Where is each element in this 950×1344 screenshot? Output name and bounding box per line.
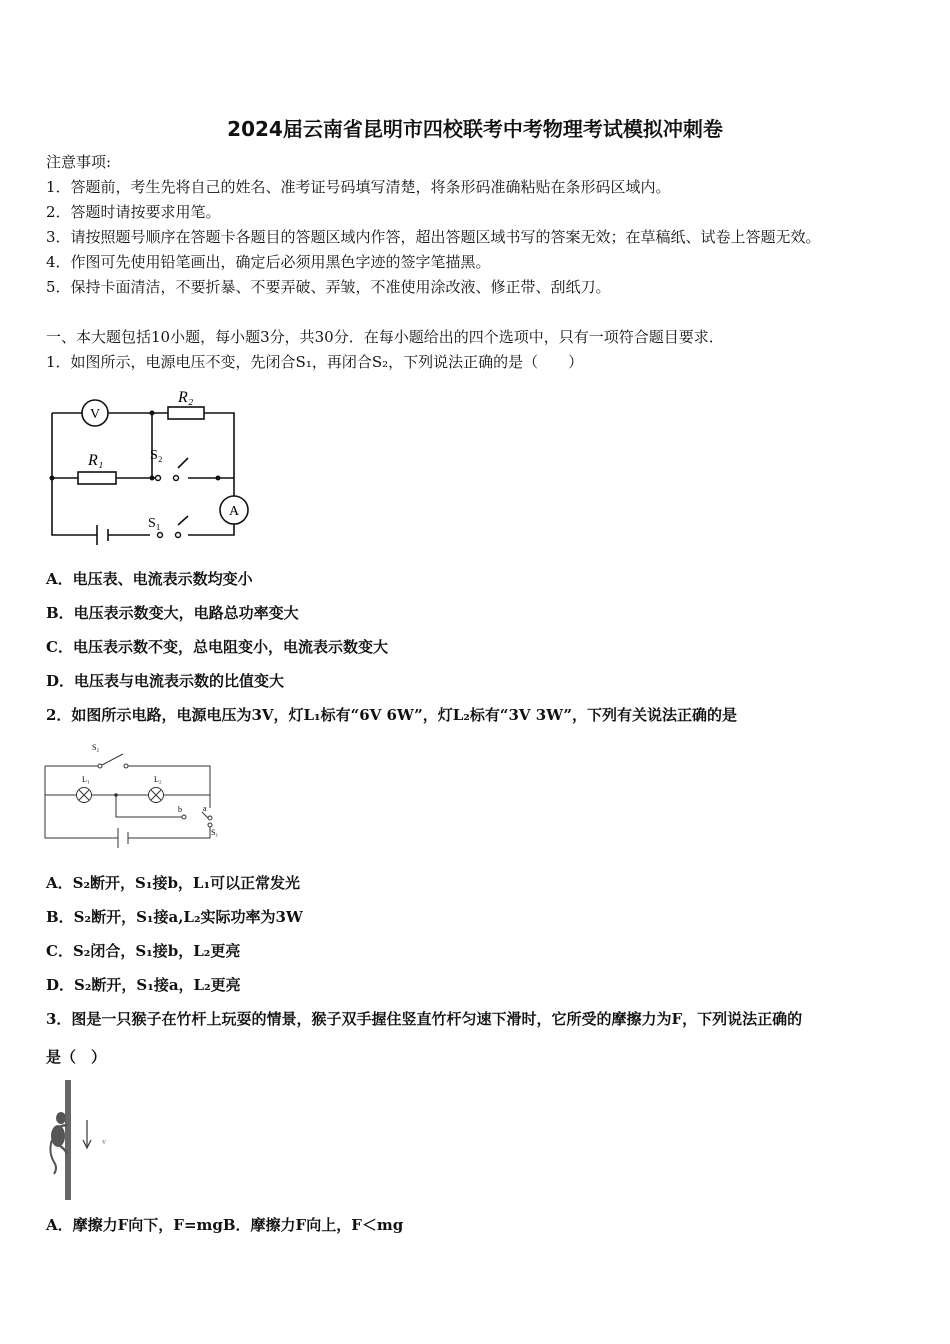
svg-text:S₁: S₁ <box>148 516 161 531</box>
svg-text:L₁: L₁ <box>82 775 90 784</box>
notice-heading: 注意事项: <box>46 153 112 171</box>
q3-options: A．摩擦力F向下，F=mgB．摩擦力F向上，F＜mg <box>46 1216 404 1234</box>
notice-item-1: 1．答题前，考生先将自己的姓名、准考证号码填写清楚，将条形码准确粘贴在条形码区域内。 <box>46 178 671 196</box>
q2-circuit-diagram <box>40 738 230 858</box>
svg-text:a: a <box>203 804 207 813</box>
notice-item-5: 5．保持卡面清洁，不要折暴、不要弄破、弄皱，不准使用涂改液、修正带、刮纸刀。 <box>46 278 611 296</box>
svg-text:R₁: R₁ <box>88 452 104 469</box>
section-heading: 一、本大题包括10小题，每小题3分，共30分．在每小题给出的四个选项中，只有一项符合题目要求． <box>46 328 724 346</box>
q1-option-d: D．电压表与电流表示数的比值变大 <box>46 672 285 690</box>
svg-text:v: v <box>102 1137 106 1146</box>
q2-option-a: A．S₂断开，S₁接b，L₁可以正常发光 <box>46 874 301 892</box>
page-title: 2024届云南省昆明市四校联考中考物理考试模拟冲刺卷 <box>227 117 723 141</box>
svg-text:R₂: R₂ <box>178 389 194 406</box>
notice-item-3: 3．请按照题号顺序在答题卡各题目的答题区域内作答，超出答题区域书写的答案无效；在草稿纸、试卷上答题无效。 <box>46 228 821 246</box>
svg-text:V: V <box>89 407 101 422</box>
notice-item-2: 2．答题时请按要求用笔。 <box>46 203 221 221</box>
notice-item-4: 4．作图可先使用铅笔画出，确定后必须用黑色字迹的签字笔描黑。 <box>46 253 491 271</box>
svg-text:S₁: S₁ <box>211 828 219 837</box>
q3-monkey-figure <box>40 1080 120 1202</box>
resistor-r1-icon <box>78 472 116 484</box>
q3-stem-continued: 是（ ） <box>46 1048 107 1066</box>
q2-stem: 2．如图所示电路，电源电压为3V，灯L₁标有“6V 6W”，灯L₂标有“3V 3W”，下列有关说法正确的是 <box>46 706 737 724</box>
q1-circuit-diagram <box>40 385 260 555</box>
q1-option-b: B．电压表示数变大，电路总功率变大 <box>46 604 299 622</box>
svg-text:S₂: S₂ <box>92 743 100 752</box>
q1-option-c: C．电压表示数不变，总电阻变小，电流表示数变大 <box>46 638 388 656</box>
svg-text:A: A <box>228 504 240 519</box>
q2-option-b: B．S₂断开，S₁接a,L₂实际功率为3W <box>46 908 303 926</box>
resistor-r2-icon <box>168 407 204 419</box>
q3-stem: 3．图是一只猴子在竹杆上玩耍的情景，猴子双手握住竖直竹杆匀速下滑时，它所受的摩擦力为F，下列说法正确的 <box>46 1010 803 1028</box>
q1-option-a: A．电压表、电流表示数均变小 <box>46 570 253 588</box>
q1-stem: 1．如图所示，电源电压不变，先闭合S₁，再闭合S₂，下列说法正确的是（ ） <box>46 353 584 371</box>
svg-text:S₂: S₂ <box>150 448 163 463</box>
q2-option-d: D．S₂断开，S₁接a，L₂更亮 <box>46 976 241 994</box>
q2-option-c: C．S₂闭合，S₁接b，L₂更亮 <box>46 942 241 960</box>
svg-text:L₂: L₂ <box>154 775 162 784</box>
bamboo-pole-icon <box>65 1080 71 1200</box>
monkey-icon <box>50 1112 67 1174</box>
svg-text:b: b <box>178 805 182 814</box>
